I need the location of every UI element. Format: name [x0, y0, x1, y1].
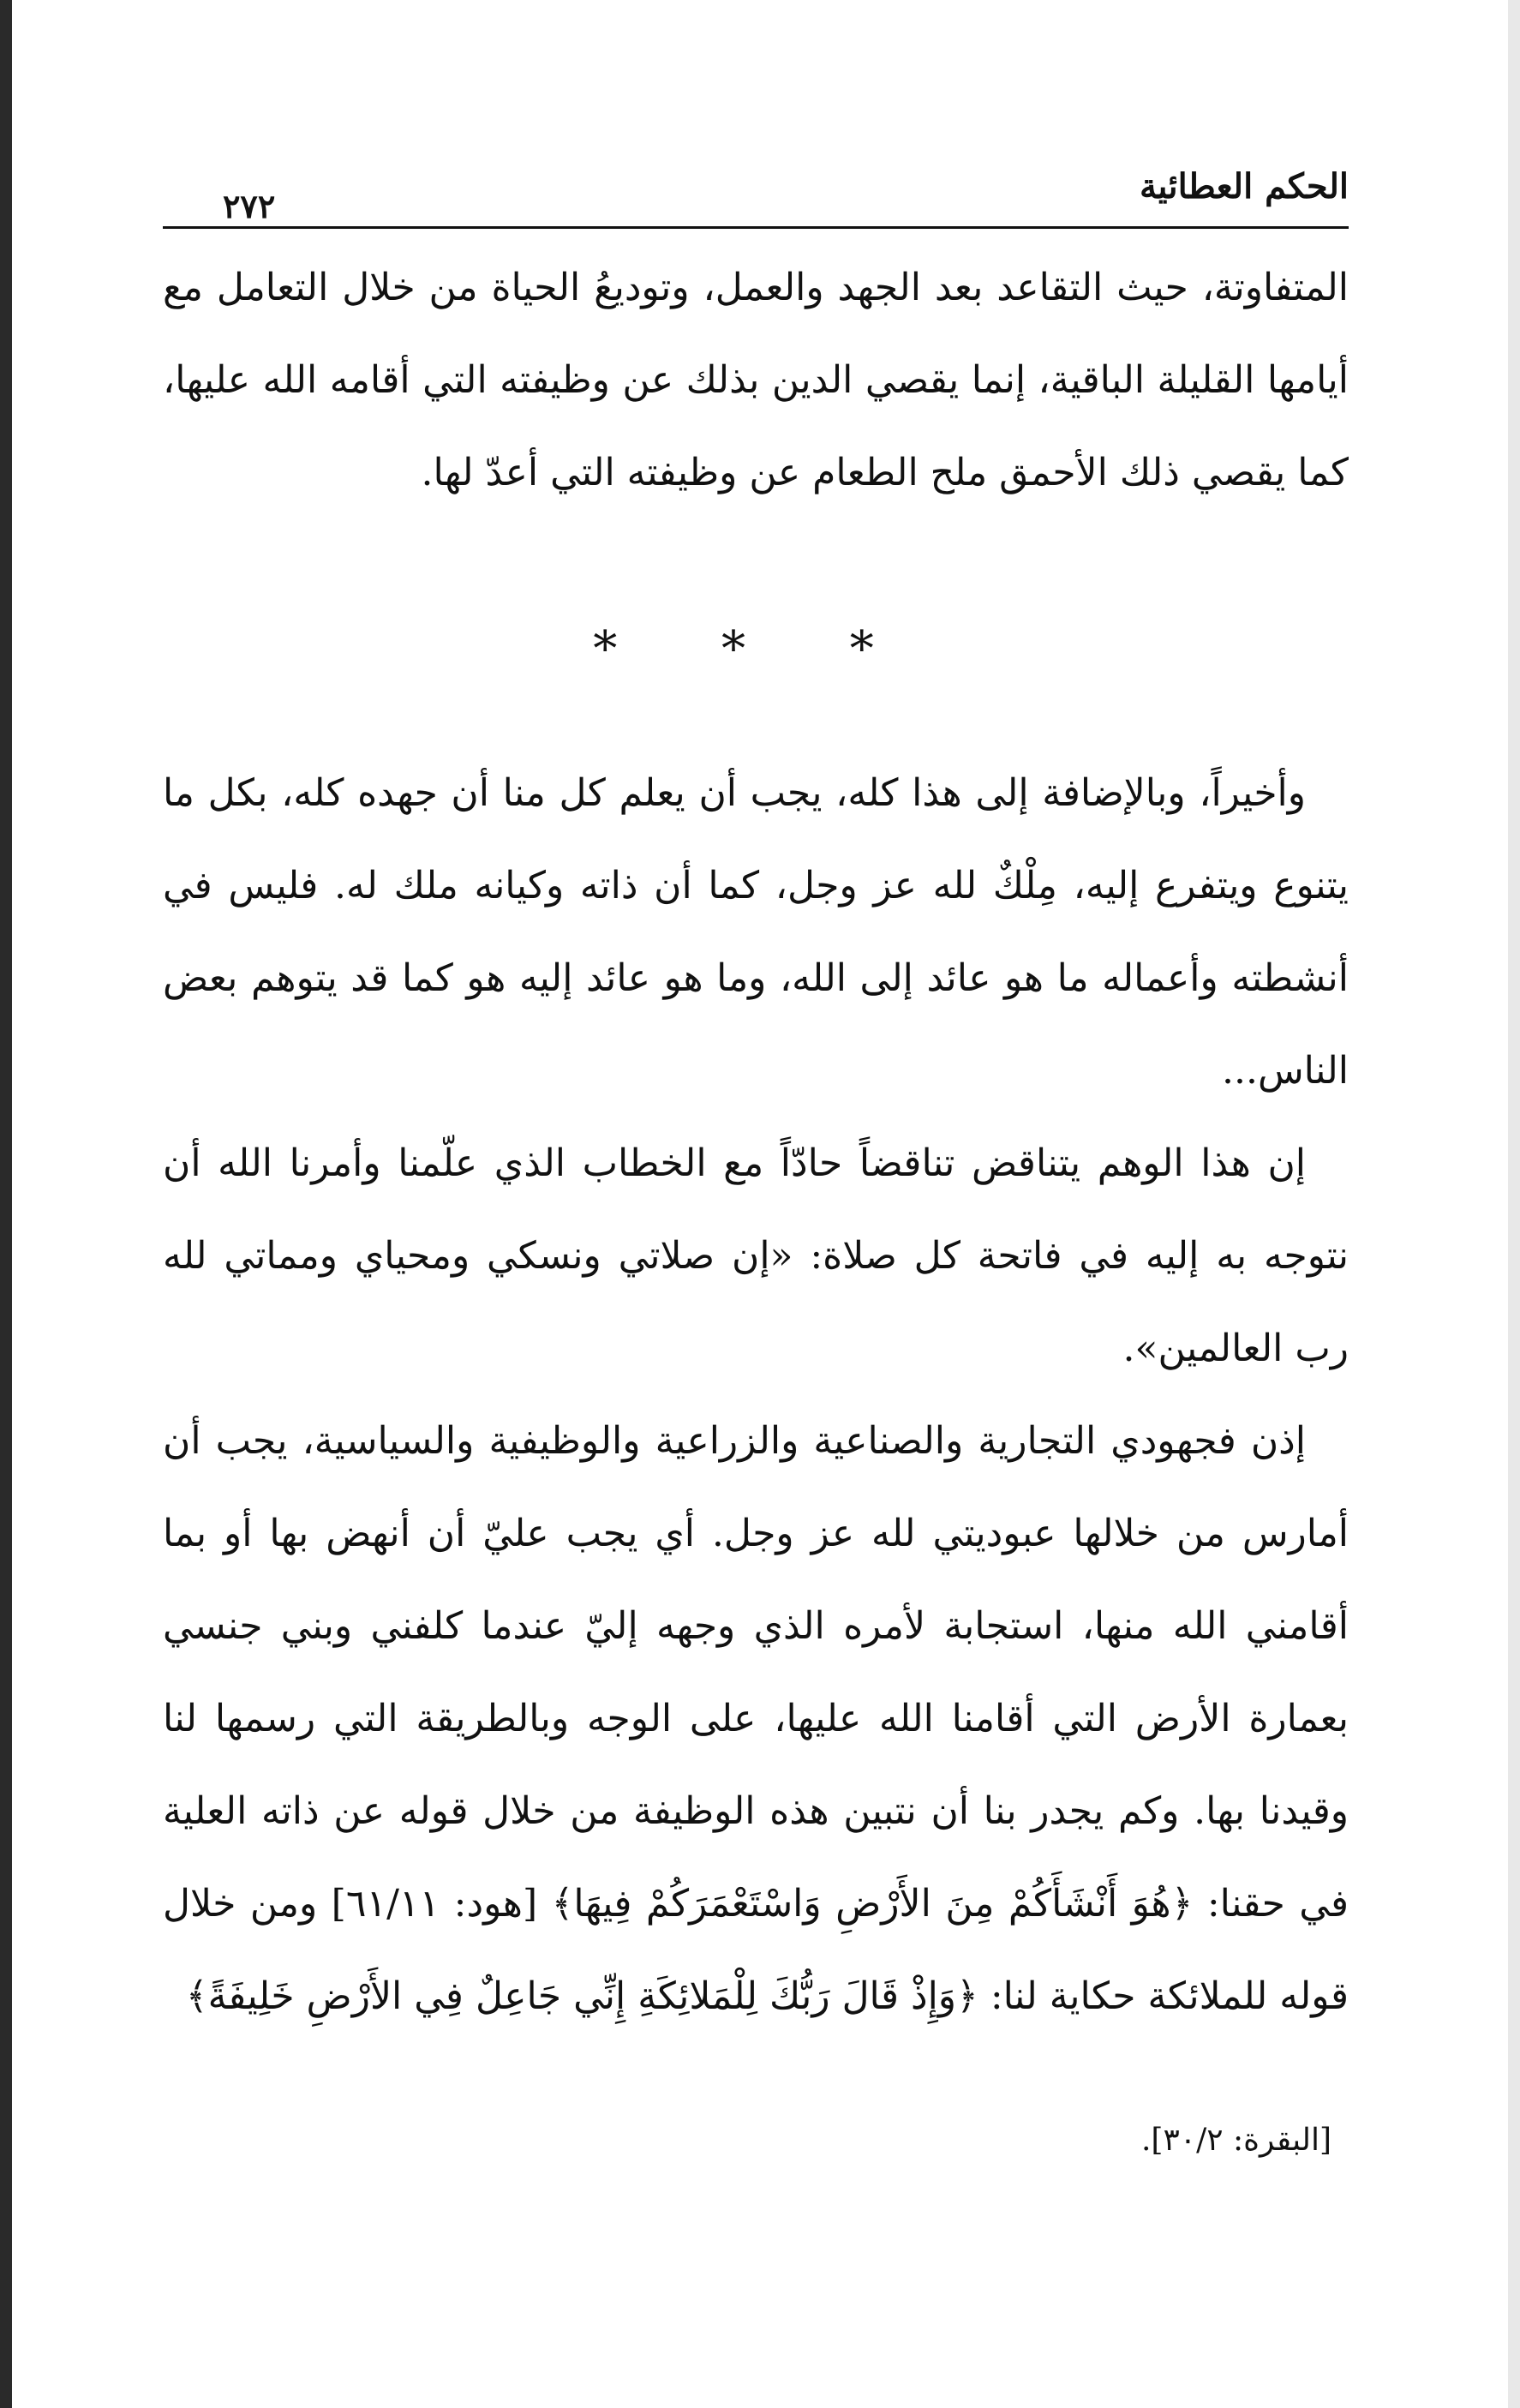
text-block-top	[163, 242, 1349, 519]
header-rule	[163, 226, 1349, 229]
scan-border-left	[0, 0, 12, 2408]
paragraph: المتفاوتة، حيث التقاعد بعد الجهد والعمل، وتوديعُ الحياة من خلال التعامل مع أيامها القليلة الباقية، إنما يقصي الدين بذلك عن وظيفته التي أقامه الله عليها، كما يقصي ذلك الأحمق ملح الطعام عن وظيفته التي أعدّ لها.	[163, 266, 1349, 494]
scan-border-right	[1508, 0, 1520, 2408]
book-title: الحكم العطائية	[1139, 166, 1349, 207]
paragraph: إذن فجهودي التجارية والصناعية والزراعية والوظيفية والسياسية، يجب أن أمارس من خلالها عبوديتي لله عز وجل. أي يجب عليّ أن أنهض بها أو بما أقامني الله منها، استجابة لأمره الذي وجهه إليّ عندما كلفني وبني جنسي بعمارة الأرض التي أقامنا الله عليها، على الوجه وبالطريقة التي رسمها لنا وقيدنا بها. وكم يجدر بنا أن نتبين هذه الوظيفة من خلال قوله عن ذاته العلية في حقنا: ﴿هُوَ أَنْشَأَكُمْ مِنَ الأَرْضِ وَاسْتَعْمَرَكُمْ فِيهَا﴾ [هود: ٦١/١١] ومن خلال قوله للملائكة حكاية لنا: ﴿وَإِذْ قَالَ رَبُّكَ لِلْمَلائِكَةِ إِنِّي جَاعِلٌ فِي الأَرْضِ خَلِيفَةً﴾	[163, 1419, 1349, 2018]
text-block-main	[163, 747, 1349, 2043]
paragraph: وأخيراً، وبالإضافة إلى هذا كله، يجب أن يعلم كل منا أن جهده كله، بكل ما يتنوع ويتفرع إليه، مِلْكٌ لله عز وجل، كما أن ذاته وكيانه ملك له. فليس في أنشطته وأعماله ما هو عائد إلى الله، وما هو عائد إليه هو كما قد يتوهم بعض الناس...	[163, 771, 1349, 1093]
section-separator: * * *	[593, 621, 919, 677]
quran-citation: [البقرة: ٣٠/٢].	[1140, 2123, 1331, 2158]
paragraph: إن هذا الوهم يتناقض تناقضاً حادّاً مع الخطاب الذي علّمنا وأمرنا الله أن نتوجه به إليه في فاتحة كل صلاة: «إن صلاتي ونسكي ومحياي ومماتي لله رب العالمين».	[163, 1141, 1349, 1370]
running-head	[163, 161, 1349, 230]
page-number: ٢٧٢	[223, 187, 276, 225]
